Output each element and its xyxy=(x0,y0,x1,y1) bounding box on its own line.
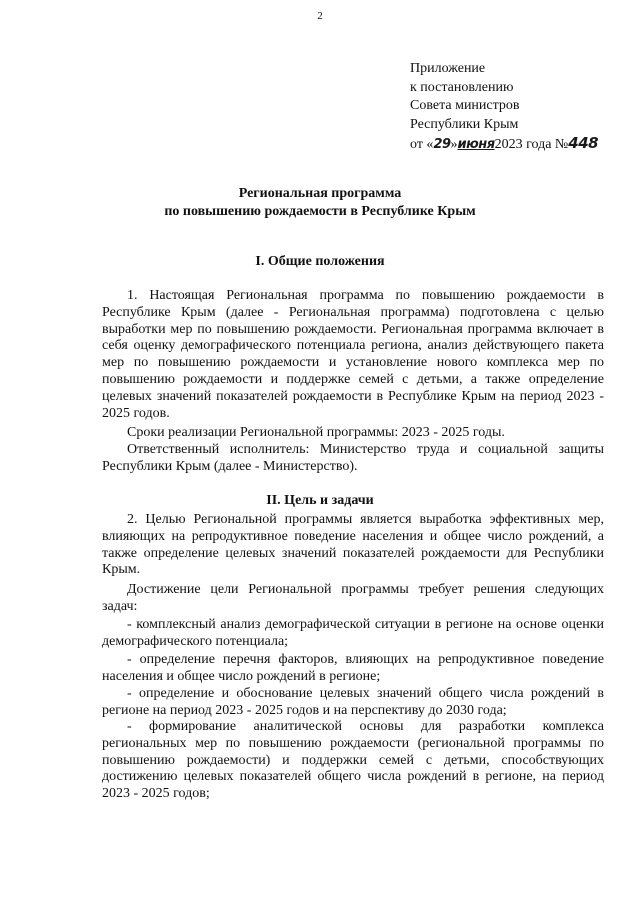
annex-line-2: к постановлению xyxy=(410,79,514,95)
annex-block xyxy=(410,60,635,155)
title-line-1: Региональная программа xyxy=(238,186,402,201)
date-mid: » xyxy=(450,137,458,152)
task-item-4: - формирование аналитической основы для разработки комплекса региональных мер по повышению рождаемости (региональной программы по повышению рождаемости) и поддержки семей с детьми, способствующих достижению целевых показателей общего числа рождений в регионе, на период 2023 - 2025 годов; xyxy=(102,719,604,802)
title-line-2: по повышению рождаемости в Республике Крым xyxy=(164,203,476,219)
handwritten-day: 29 xyxy=(433,137,451,152)
annex-line-3: Совета министров xyxy=(410,98,520,113)
section-1-paragraph-3: Ответственный исполнитель: Министерство труда и социальной защиты Республики Крым (далее - Министерство). xyxy=(102,442,604,474)
section-1-heading: I. Общие положения xyxy=(255,254,385,269)
section-2-paragraph-2: Достижение цели Региональной программы требует решения следующих задач: xyxy=(102,582,604,614)
section-1-paragraph-1: 1. Настоящая Региональная программа по повышению рождаемости в Республике Крым (далее - Региональная программа) подготовлена с целью выработки мер по повышению рождаемости. Региональная программа включает в себя оценку демографического потенциала региона, анализ действующего пакета мер по повышению рождаемости и установление нового комплекса мер по повышению рождаемости и поддержке семей с детьми, а также определение целевых значений показателей рождаемости в Республике Крым на период 2023 - 2025 годов. xyxy=(102,288,604,421)
section-2-paragraph-1: 2. Целью Региональной программы является выработка эффективных мер, влияющих на репродуктивное поведение населения и общее число рождений, а также определение целевых значений показателей рождаемости для Республики Крым. xyxy=(102,512,604,578)
annex-date-line xyxy=(410,134,635,155)
handwritten-number: 448 xyxy=(568,134,599,152)
section-2-heading: II. Цель и задачи xyxy=(266,493,374,508)
date-prefix: от « xyxy=(410,137,434,152)
task-item-3: - определение и обоснование целевых значений общего числа рождений в регионе на период 2023 - 2025 годов и на перспективу до 2030 года; xyxy=(102,686,604,718)
date-year: 2023 года № xyxy=(494,137,569,152)
document-title xyxy=(0,185,640,220)
task-item-1: - комплексный анализ демографической ситуации в регионе на основе оценки демографического потенциала; xyxy=(102,617,604,649)
page-number: 2 xyxy=(317,10,323,22)
annex-line-1: Приложение xyxy=(410,61,486,76)
annex-line-4: Республики Крым xyxy=(410,116,519,132)
handwritten-month: июня xyxy=(457,137,495,152)
section-1-paragraph-2: Сроки реализации Региональной программы: 2023 - 2025 годы. xyxy=(127,425,505,440)
task-item-2: - определение перечня факторов, влияющих на репродуктивное поведение населения и общее число рождений в регионе; xyxy=(102,652,604,684)
